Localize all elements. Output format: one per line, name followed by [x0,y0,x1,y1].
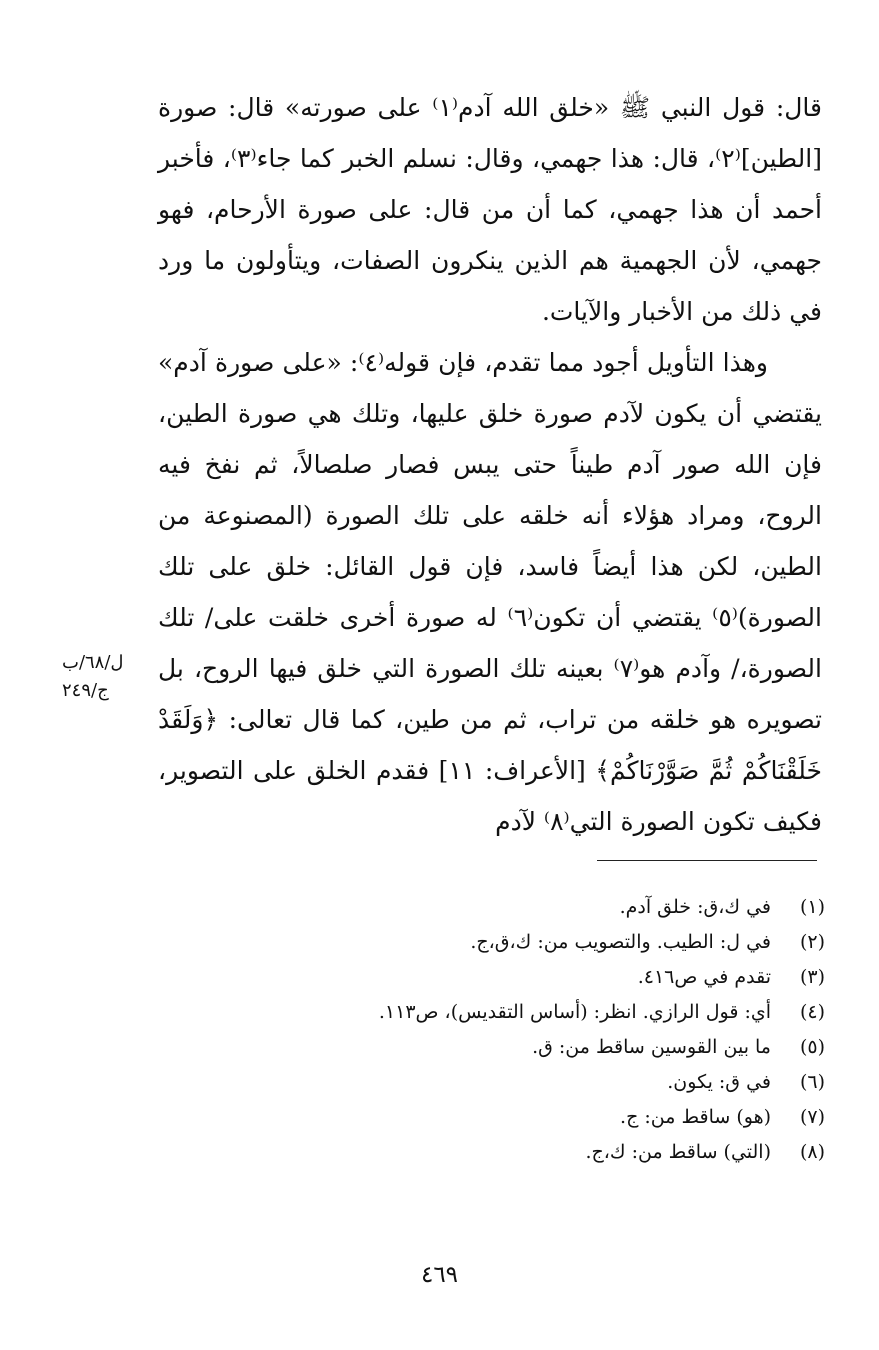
footnote-text: في ك،ق: خلق آدم. [619,896,771,918]
footnote-number: (٢) [799,931,825,953]
paragraph-2: وهذا التأويل أجود مما تقدم، فإن قوله⁽٤⁾: «على صورة آدم» يقتضي أن يكون لآدم صورة خلق عليها، وتلك هي صورة الطين، فإن الله صور آدم طيناً حتى يبس فصار صلصالاً، ثم نفخ فيه الروح، ومراد هؤلاء أنه خلقه على تلك الصورة (المصنوعة من الطين، لكن هذا أيضاً فاسد، فإن قول القائل: خلق على تلك الصورة)⁽٥⁾ يقتضي أن تكون⁽٦⁾ له صورة أخرى خلقت على/ تلك الصورة،/ وآدم هو⁽٧⁾ بعينه تلك الصورة التي خلق فيها الروح، بل تصويره هو خلقه من تراب، ثم من طين، كما قال تعالى: ﴿وَلَقَدْ خَلَقْنَاكُمْ ثُمَّ صَوَّرْنَاكُمْ﴾ [الأعراف: ١١] فقدم الخلق على التصوير، فكيف تكون الصورة التي⁽٨⁾ لآدم [158,348,822,836]
main-text-block [158,82,822,847]
footnote-text: تقدم في ص٤١٦. [637,966,771,988]
footnote-item [250,890,825,925]
footnote-number: (٥) [799,1036,825,1058]
footnote-item [250,1030,825,1065]
footnote-text: ما بين القوسين ساقط من: ق. [532,1036,771,1058]
paragraph-1: قال: قول النبي ﷺ «خلق الله آدم⁽١⁾ على صورته» قال: صورة [الطين]⁽٢⁾، قال: هذا جهمي، وقال: نسلم الخبر كما جاء⁽٣⁾، فأخبر أحمد أن هذا جهمي، كما أن من قال: على صورة الأرحام، فهو جهمي، لأن الجهمية هم الذين ينكرون الصفات، ويتأولون ما ورد في ذلك من الأخبار والآيات. [158,93,822,326]
footnote-text: (هو) ساقط من: ج. [620,1106,771,1128]
footnote-number: (٨) [799,1141,825,1163]
footnote-text: في ق: يكون. [667,1071,771,1093]
footnote-item [250,1065,825,1100]
footnote-item [250,995,825,1030]
footnote-number: (٣) [799,966,825,988]
footnote-text: أي: قول الرازي. انظر: (أساس التقديس)، ص١١٣. [378,1001,771,1023]
footnote-number: (١) [799,896,825,918]
footnote-number: (٦) [799,1071,825,1093]
footnote-number: (٧) [799,1106,825,1128]
page-number: ٤٦٩ [420,1262,459,1288]
footnotes-list [250,890,825,1170]
footnote-item [250,960,825,995]
margin-note-manuscript-l: ل/٦٨/ب [62,652,124,673]
margin-note-manuscript-j: ج/٢٤٩ [62,680,109,701]
footnote-item [250,1135,825,1170]
footnote-divider [597,860,817,861]
footnote-text: (التي) ساقط من: ك،ج. [585,1141,771,1163]
footnote-item [250,1100,825,1135]
footnote-text: في ل: الطيب. والتصويب من: ك،ق،ج. [470,931,771,953]
footnote-number: (٤) [799,1001,825,1023]
footnote-item [250,925,825,960]
